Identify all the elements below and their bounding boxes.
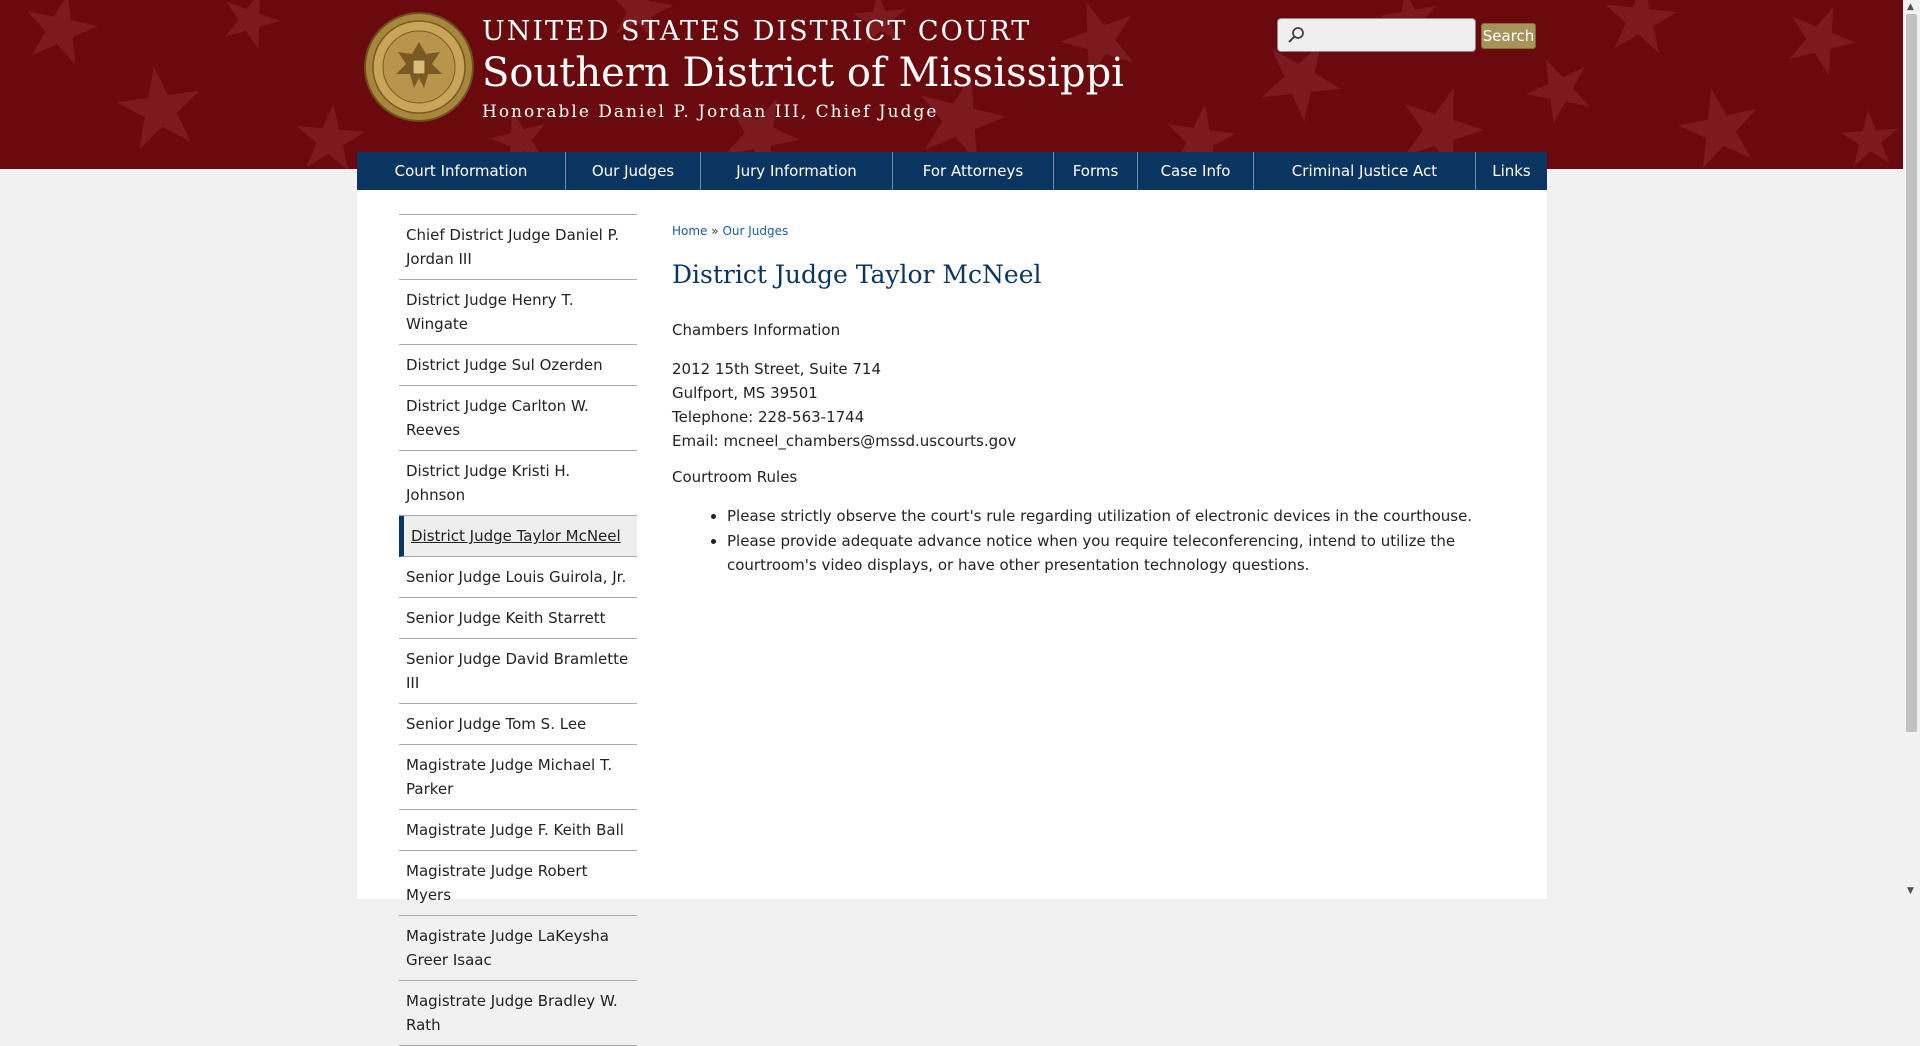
site-header <box>0 0 1903 169</box>
courtroom-rules-heading: Courtroom Rules <box>672 468 798 486</box>
telephone: Telephone: 228-563-1744 <box>672 408 865 426</box>
sidebar-item-label: District Judge Carlton W. Reeves <box>406 397 589 439</box>
chambers-heading: Chambers Information <box>672 321 841 339</box>
address-line1: 2012 15th Street, Suite 714 <box>672 360 882 378</box>
district-name[interactable]: Southern District of Mississippi <box>482 50 1124 96</box>
scroll-down-arrow-icon[interactable]: ▼ <box>1907 886 1914 896</box>
nav-jury-information[interactable]: Jury Information <box>701 152 893 190</box>
page-title: District Judge Taylor McNeel <box>672 260 1042 289</box>
sidebar-item-myers[interactable] <box>399 851 637 916</box>
nav-case-info[interactable]: Case Info <box>1138 152 1254 190</box>
sidebar-item-ball[interactable] <box>399 810 637 851</box>
sidebar-item-label: Chief District Judge Daniel P. Jordan III <box>406 226 620 268</box>
court-name: UNITED STATES DISTRICT COURT <box>482 16 1032 47</box>
breadcrumb <box>672 224 788 238</box>
chief-judge-line: Honorable Daniel P. Jordan III, Chief Judge <box>482 102 939 122</box>
main-nav <box>357 152 1547 190</box>
sidebar-item-label: Magistrate Judge Michael T. Parker <box>406 756 613 798</box>
nav-criminal-justice-act[interactable]: Criminal Justice Act <box>1254 152 1476 190</box>
judges-sidebar <box>399 214 637 1046</box>
scroll-thumb[interactable] <box>1906 14 1917 732</box>
breadcrumb-separator: » <box>711 224 719 238</box>
sidebar-item-parker[interactable] <box>399 745 637 810</box>
nav-for-attorneys[interactable]: For Attorneys <box>893 152 1054 190</box>
sidebar-item-label: District Judge Sul Ozerden <box>406 356 603 374</box>
list-item: • Please provide adequate advance notice when you require teleconferencing, intend to utilize the courtroom's video displays, or have other presentation technology questions. <box>727 529 1527 577</box>
content-area <box>357 190 1547 1034</box>
sidebar-item-label: District Judge Henry T. Wingate <box>406 291 574 333</box>
sidebar-item-label: Senior Judge Louis Guirola, Jr. <box>406 568 627 586</box>
search-box[interactable] <box>1277 18 1476 52</box>
scroll-up-arrow-icon[interactable]: ▲ <box>1907 2 1914 12</box>
sidebar-item-isaac[interactable] <box>399 916 637 981</box>
sidebar-item-label: District Judge Kristi H. Johnson <box>406 462 571 504</box>
courtroom-rules-list <box>672 504 1527 578</box>
list-item: • Please strictly observe the court's rule regarding utilization of electronic devices in the courthouse. <box>727 504 1527 528</box>
sidebar-item-label: District Judge Taylor McNeel <box>411 527 621 545</box>
sidebar-item-rath[interactable] <box>399 981 637 1046</box>
page-scrollbar[interactable] <box>1903 0 1920 899</box>
sidebar-item-ozerden[interactable] <box>399 345 637 386</box>
sidebar-item-johnson[interactable] <box>399 451 637 516</box>
sidebar-item-jordan[interactable] <box>399 215 637 280</box>
nav-court-information[interactable]: Court Information <box>357 152 566 190</box>
search-input[interactable] <box>1308 23 1472 49</box>
sidebar-item-label: Senior Judge Tom S. Lee <box>406 715 587 733</box>
sidebar-item-guirola[interactable] <box>399 557 637 598</box>
email: Email: mcneel_chambers@mssd.uscourts.gov <box>672 432 1017 450</box>
sidebar-item-label: Senior Judge Keith Starrett <box>406 609 606 627</box>
breadcrumb-our-judges-link[interactable]: Our Judges <box>722 224 789 238</box>
court-seal-icon[interactable] <box>364 12 474 122</box>
sidebar-item-mcneel[interactable] <box>399 516 637 557</box>
sidebar-item-label: Senior Judge David Bramlette III <box>406 650 629 692</box>
sidebar-item-lee[interactable] <box>399 704 637 745</box>
search-button[interactable]: Search <box>1481 23 1536 49</box>
sidebar-item-starrett[interactable] <box>399 598 637 639</box>
address-line2: Gulfport, MS 39501 <box>672 384 818 402</box>
sidebar-item-bramlette[interactable] <box>399 639 637 704</box>
chambers-address <box>672 357 1016 453</box>
sidebar-item-reeves[interactable] <box>399 386 637 451</box>
nav-links[interactable]: Links <box>1492 162 1531 180</box>
nav-our-judges[interactable]: Our Judges <box>566 152 701 190</box>
sidebar-item-wingate[interactable] <box>399 280 637 345</box>
breadcrumb-home-link[interactable]: Home <box>672 224 708 238</box>
sidebar-item-label: Magistrate Judge Robert Myers <box>406 862 588 904</box>
nav-forms[interactable]: Forms <box>1054 152 1138 190</box>
sidebar-item-label: Magistrate Judge LaKeysha Greer Isaac <box>406 927 609 969</box>
search-icon <box>1287 26 1305 44</box>
sidebar-item-label: Magistrate Judge Bradley W. Rath <box>406 992 618 1034</box>
sidebar-item-label: Magistrate Judge F. Keith Ball <box>406 821 624 839</box>
